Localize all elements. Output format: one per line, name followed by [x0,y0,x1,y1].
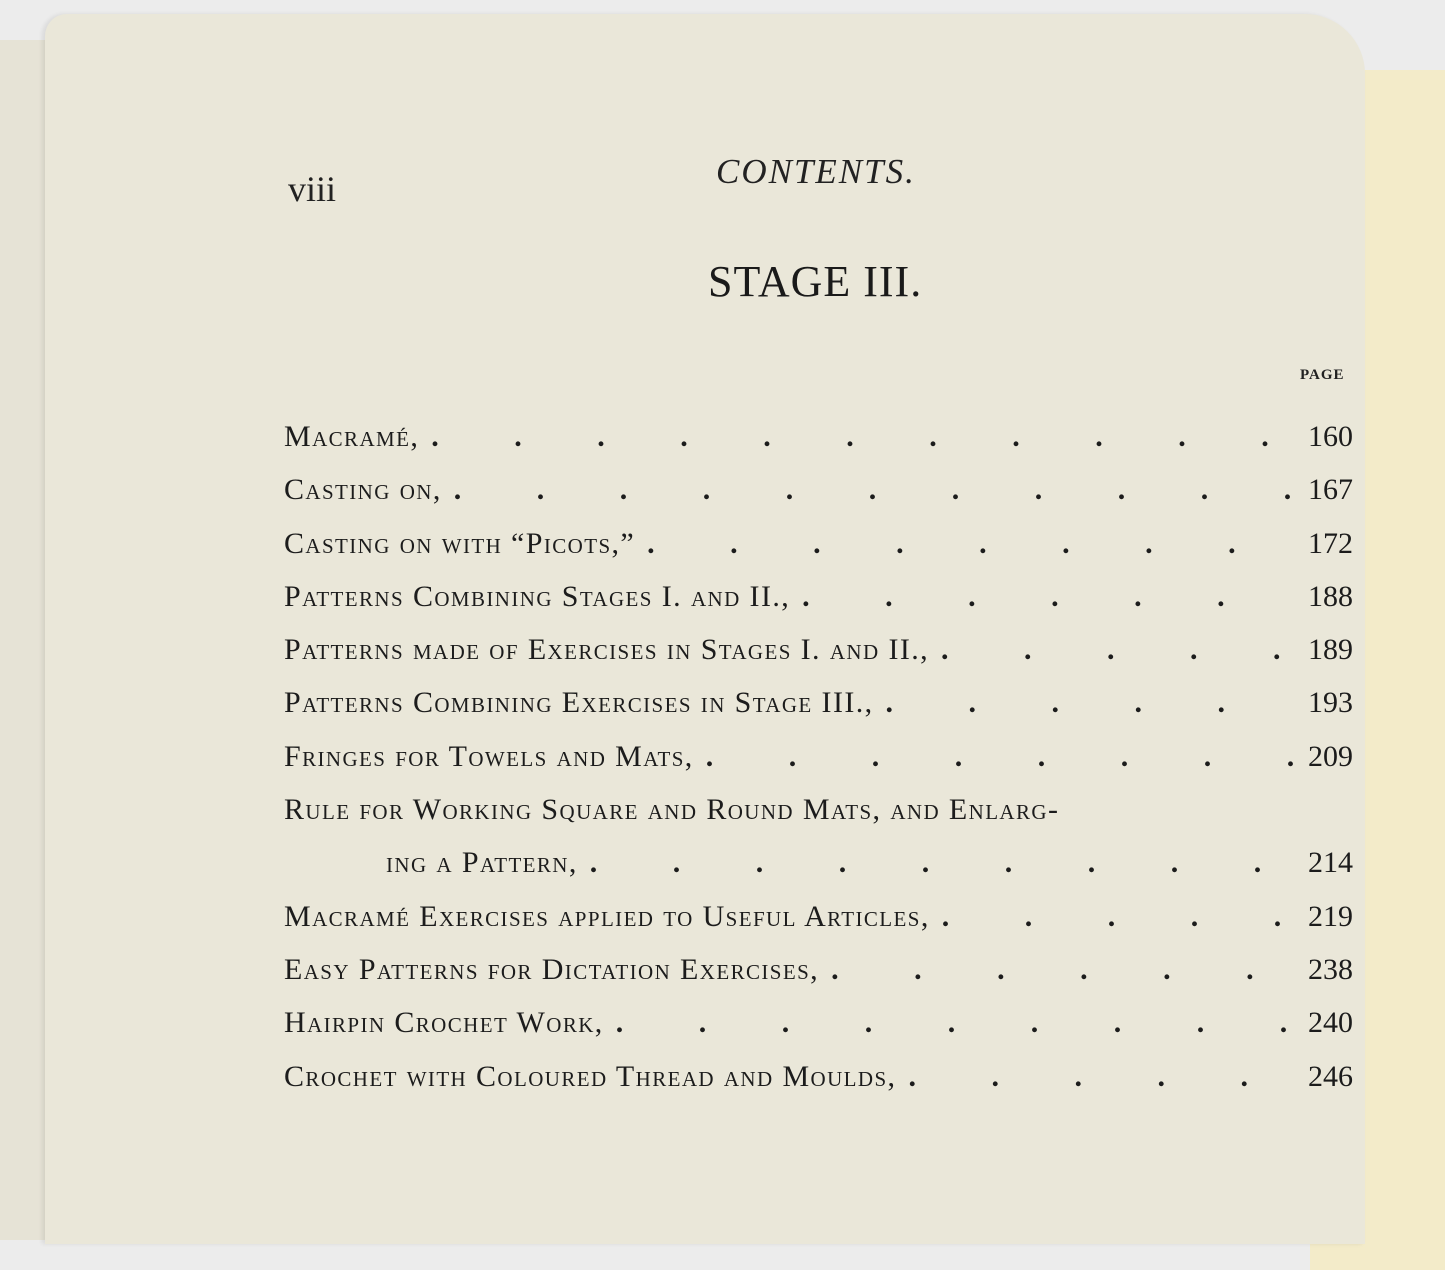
running-head: CONTENTS. [716,152,916,191]
toc-entry-title: Patterns Combining Exercises in Stage III., [284,686,874,720]
dot-leader [454,473,1298,507]
dot-leader [616,1006,1298,1040]
dot-leader [647,527,1298,561]
dot-leader [706,740,1298,774]
toc-entry-page: 160 [1308,420,1353,453]
dot-leader [590,846,1298,880]
toc-entry [284,526,1353,580]
toc-entry [284,579,1353,633]
toc-entry [284,686,1353,739]
toc-entry-title: Casting on, [284,473,442,507]
dot-leader [802,580,1298,614]
dot-leader [831,953,1298,987]
toc-entry-page: 238 [1308,952,1353,986]
toc-entry-page: 172 [1308,526,1353,560]
dot-leader [908,1060,1298,1094]
toc-entry [284,952,1353,1006]
toc-entry-title: Fringes for Towels and Mats, [284,739,694,773]
toc-entry [284,899,1353,953]
toc-entry-title: Patterns made of Exercises in Stages I. and II., [284,633,930,667]
toc-entry-continuation [284,846,1353,899]
toc-entry-title: Easy Patterns for Dictation Exercises, [284,952,820,986]
toc-entry-title: Macramé Exercises applied to Useful Articles, [284,899,930,933]
toc-entry [284,420,1353,473]
toc-entry-page: 188 [1308,579,1353,613]
toc-entry-title: ing a Pattern, [386,846,578,880]
toc-entry [284,793,1350,846]
toc-entry-page: 219 [1308,899,1353,933]
toc-entry-title: Macramé, [284,420,420,453]
toc-entry-page: 214 [1308,846,1353,880]
toc-entry [284,1006,1353,1059]
toc-entry-page: 240 [1308,1006,1353,1040]
toc-entry [284,633,1353,686]
dot-leader [431,420,1298,454]
page-number: viii [288,169,337,209]
toc-entry [284,473,1353,526]
table-of-contents [284,420,1353,1113]
page-column-label: PAGE [1300,367,1345,383]
toc-entry-title: Casting on with “Picots,” [284,526,636,560]
section-title: STAGE III. [708,257,923,306]
toc-entry-page: 189 [1308,633,1353,667]
toc-entry-title: Hairpin Crochet Work, [284,1006,604,1040]
dot-leader [941,633,1298,667]
toc-entry-page: 193 [1308,686,1353,720]
toc-entry-title: Patterns Combining Stages I. and II., [284,579,791,613]
toc-entry-page: 209 [1308,739,1353,773]
toc-entry [284,1059,1353,1113]
toc-entry-page: 246 [1308,1059,1353,1093]
toc-entry-title: Rule for Working Square and Round Mats, and Enlarg- [284,793,1060,827]
toc-entry-page: 167 [1308,473,1353,507]
toc-entry [284,739,1353,793]
toc-entry-title: Crochet with Coloured Thread and Moulds, [284,1059,897,1093]
dot-leader [886,686,1298,720]
dot-leader [942,900,1298,934]
